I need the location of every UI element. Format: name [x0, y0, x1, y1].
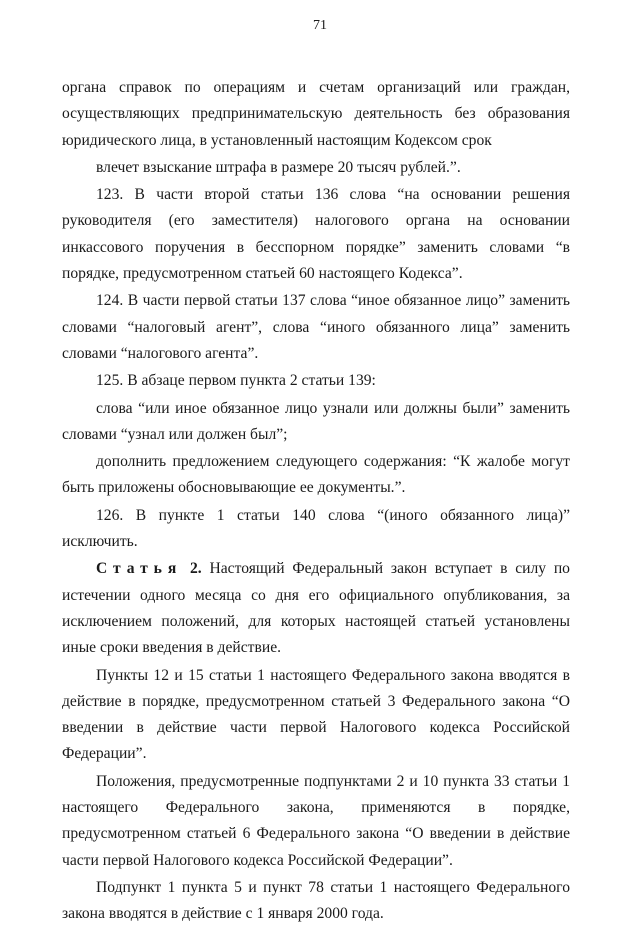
paragraph-125: 125. В абзаце первом пункта 2 статьи 139:: [96, 372, 376, 390]
article-text: Настоящий Федеральный закон вступает в силу по истечении одного месяца со дня его официального опубликования, за исключением положений, для которых настоящей статьей установлены иные сроки введения в действие.: [62, 560, 570, 657]
paragraph-123: 123. В части второй статьи 136 слова “на основании решения руководителя (его заместителя) налогового органа на основании инкассового поручения в бесспорном порядке” заменить словами “в порядке, предусмотренном статьей 60 настоящего Кодекса”.: [62, 186, 570, 283]
paragraph-items-12-15: Пункты 12 и 15 статьи 1 настоящего Федерального закона вводятся в действие в порядке, предусмотренном статьей 3 Федерального закона “О введении в действие части первой Налогового кодекса Российской Федерации”.: [62, 666, 570, 763]
document-body: [62, 75, 570, 929]
paragraph-124: 124. В части первой статьи 137 слова “иное обязанное лицо” заменить словами “налоговый агент”, слова “иного обязанного лица” заменить словами “налогового агента”.: [62, 292, 570, 362]
article-number: 2.: [190, 560, 202, 578]
article-label: Статья: [96, 560, 183, 578]
page-number: 71: [313, 18, 327, 33]
paragraph-125-words: слова “или иное обязанное лицо узнали или должны были” заменить словами “узнал или должен был”;: [62, 399, 570, 443]
paragraph-126: 126. В пункте 1 статьи 140 слова “(иного обязанного лица)” исключить.: [62, 506, 570, 551]
paragraph-subitem-1: Подпункт 1 пункта 5 и пункт 78 статьи 1 настоящего Федерального закона вводятся в действие с 1 января 2000 года.: [62, 878, 570, 923]
paragraph-125-supplement: дополнить предложением следующего содержания: “К жалобе могут быть приложены обосновывающие ее документы.”.: [62, 453, 570, 497]
paragraph-subitems: Положения, предусмотренные подпунктами 2 и 10 пункта 33 статьи 1 настоящего Федерального закона, применяются в порядке, предусмотренном статьей 6 Федерального закона “О введении в действие части первой Налогового кодекса Российской Федерации”.: [62, 772, 570, 869]
paragraph-continuation: органа справок по операциям и счетам организаций или граждан, осуществляющих предпринимательскую деятельность без образования юридического лица, в установленный настоящим Кодексом срок: [62, 79, 570, 149]
article-2-paragraph: [62, 556, 570, 661]
paragraph-fine: влечет взыскание штрафа в размере 20 тысяч рублей.”.: [96, 158, 461, 176]
